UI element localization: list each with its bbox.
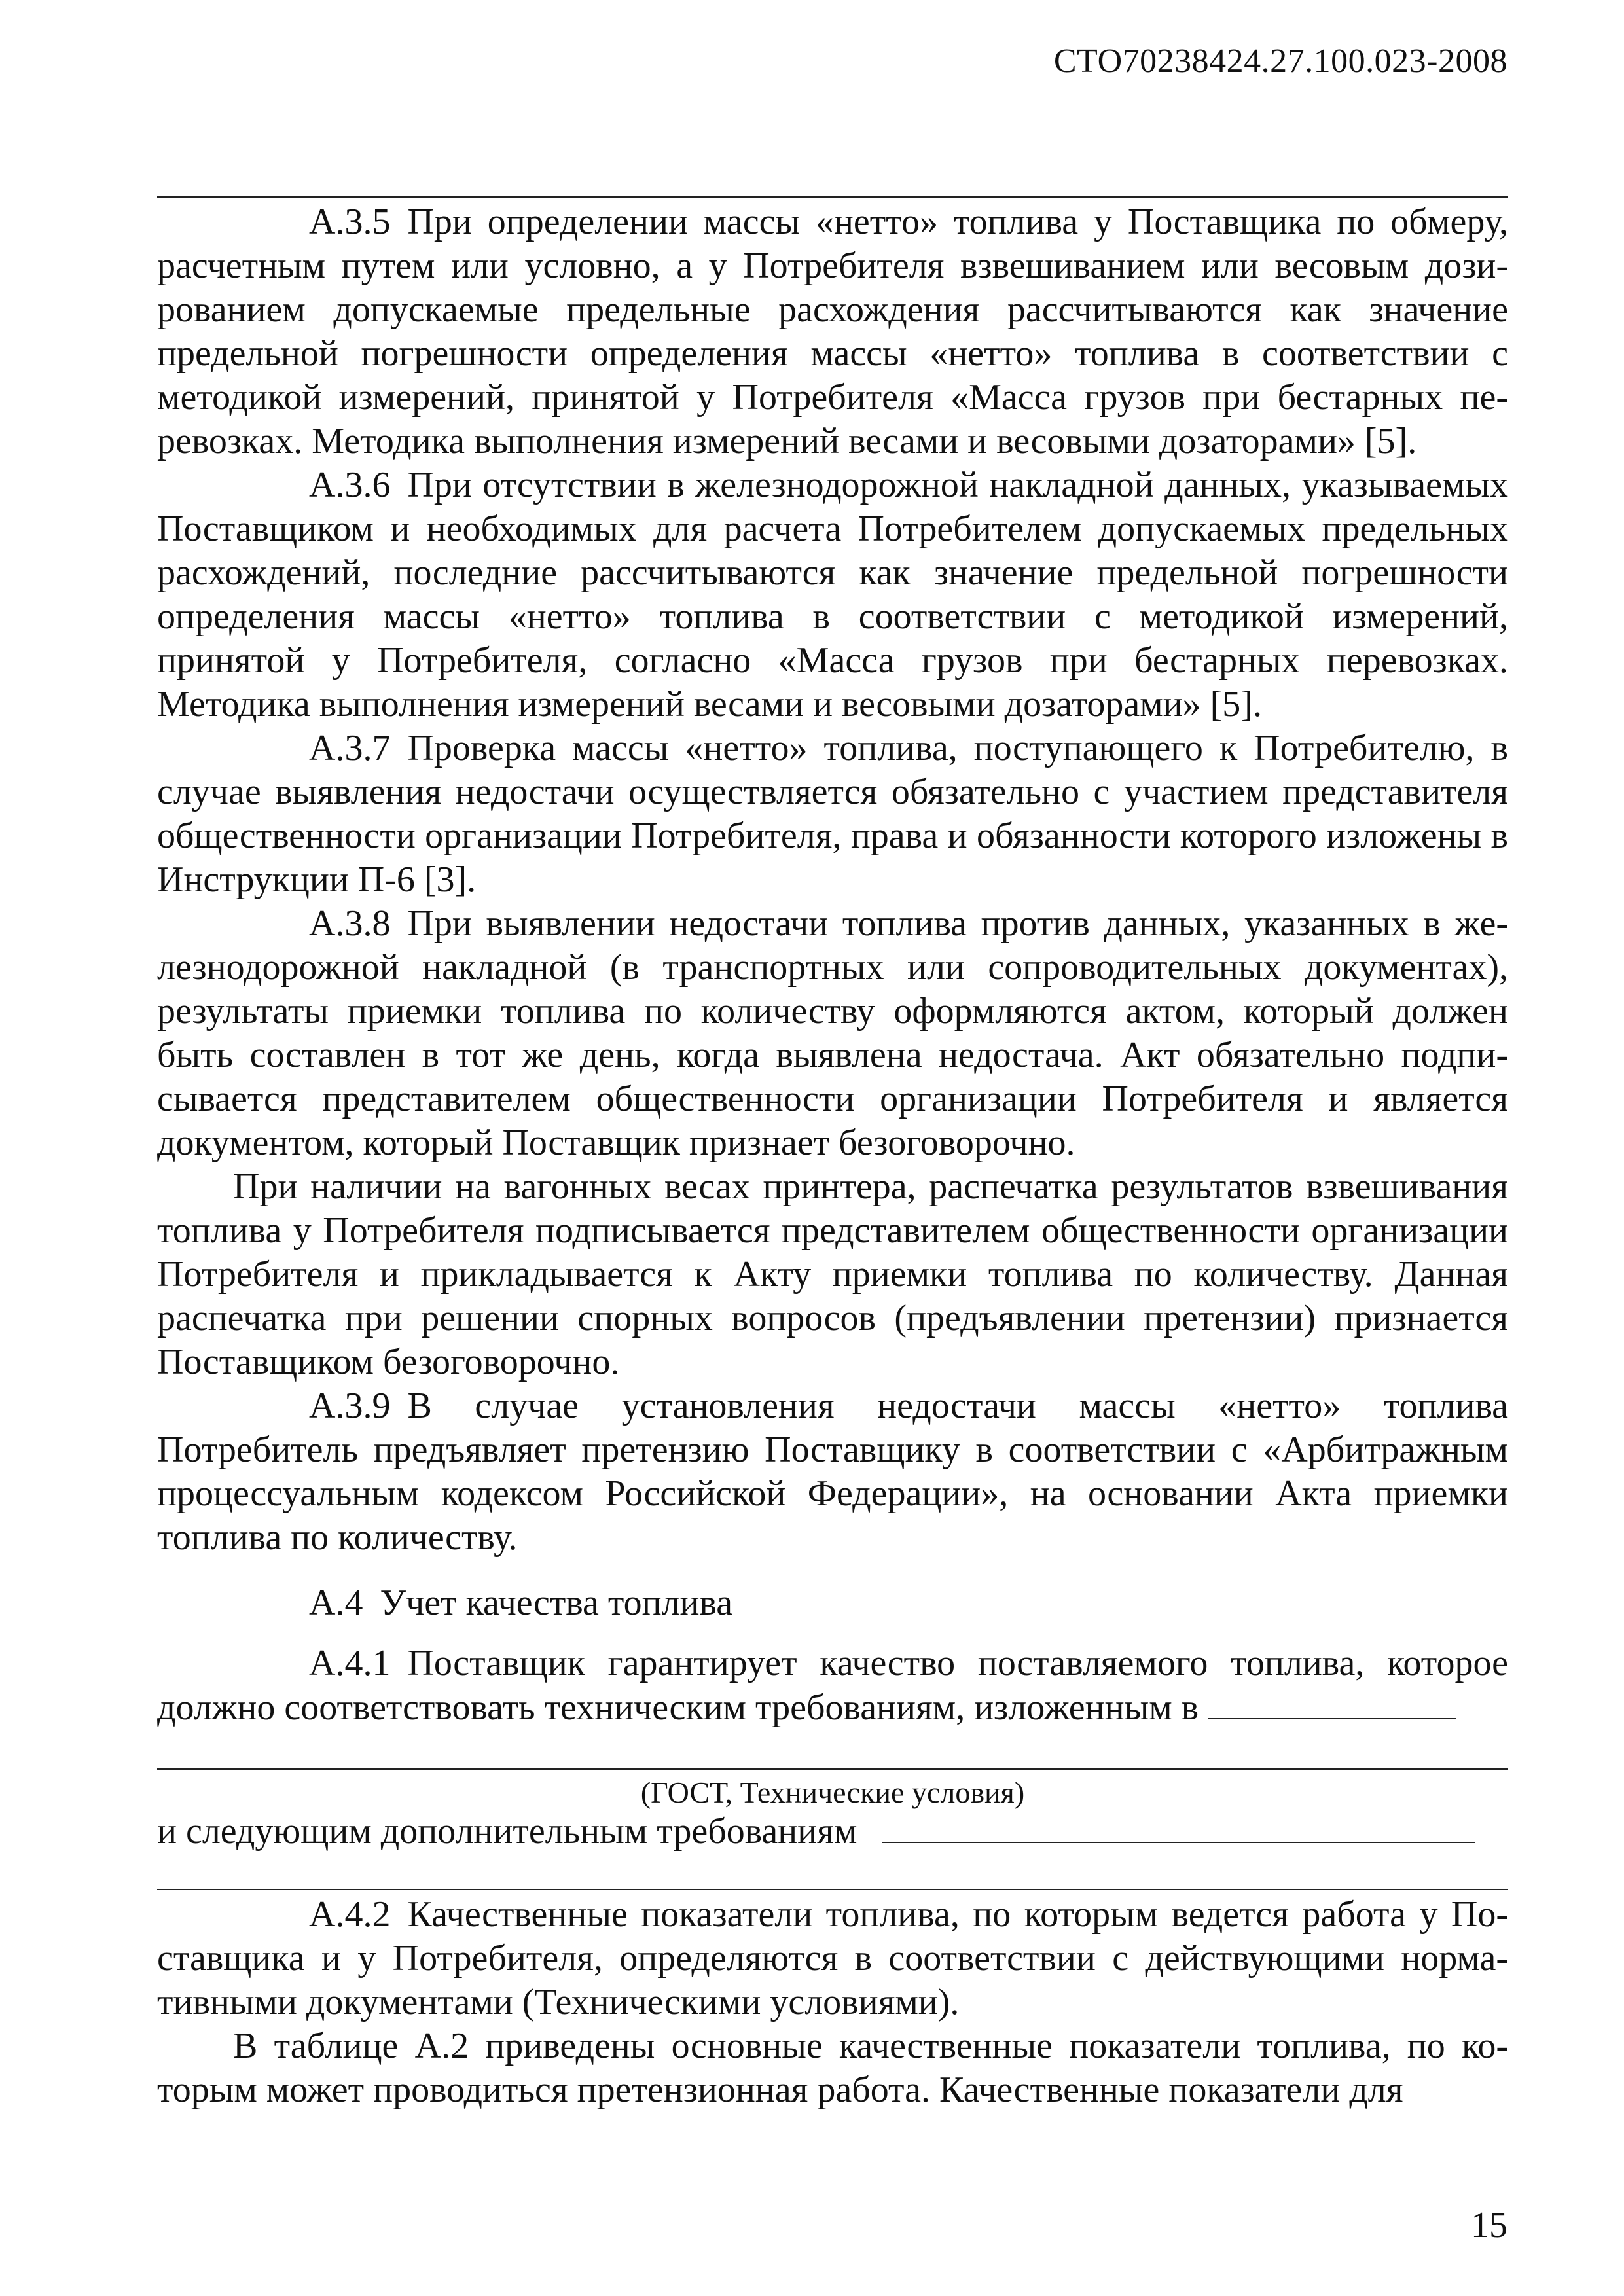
page-number: 15 — [1471, 2205, 1507, 2246]
fill-in-line-requirements[interactable] — [157, 1889, 1508, 1890]
paragraph-a35 — [157, 200, 1508, 463]
paragraph-text: В случае установления недостачи массы «нетто» топлива Потребитель предъявляет претензию Поставщику в соответствии с «Арбитражным процессуальным кодексом Российской Федерации», на основании Акта приемки топлива по количеству. — [157, 1386, 1508, 1558]
paragraph-number: А.3.6 — [309, 465, 391, 505]
paragraph-text: В таблице А.2 приведены основные качественные показатели топлива, по которым может проводиться претензионная работа. Качественные показатели для — [157, 2026, 1508, 2110]
paragraph-a36 — [157, 463, 1508, 726]
additional-requirements-row — [157, 1809, 1508, 1854]
paragraph-a42 — [157, 1893, 1508, 2024]
paragraph-printer-printout — [157, 1165, 1508, 1384]
paragraph-a38 — [157, 902, 1508, 1165]
paragraph-number: А.3.7 — [309, 728, 391, 768]
paragraph-text: При выявлении недостачи топлива против данных, указанных в железнодорожной накладной (в транспортных или сопроводительных документах), результаты приемки топлива по количеству оформляются актом, который должен быть составлен в тот же день, когда выявлена недостача. Акт обязательно подписывается представителем общественности организации Потребителя и является документом, который Поставщик признает безоговорочно. — [157, 903, 1508, 1163]
paragraph-text: При наличии на вагонных весах принтера, распечатка результатов взвешивания топлива у Потребителя подписывается представителем общественности организации Потребителя и прикладывается к Акту приемки топлива по количеству. Данная распечатка при решении спорных вопросов (предъявлении претензии) признается Поставщиком безоговорочно. — [157, 1166, 1508, 1382]
paragraph-text: Качественные показатели топлива, по которым ведется работа у Поставщика и у Потребителя, определяются в соответствии с действующими нормативными документами (Техническими условиями). — [157, 1894, 1508, 2022]
section-a4-heading — [157, 1581, 1508, 1625]
paragraph-a39 — [157, 1384, 1508, 1560]
paragraph-number: А.4.1 — [309, 1643, 391, 1683]
additional-requirements-label: и следующим дополнительным требованиям — [157, 1811, 857, 1852]
paragraph-text: При отсутствии в железнодорожной накладной данных, указываемых Поставщиком и необходимых для расчета Потребителем допускаемых предельных расхождений, последние рассчитываются как значение предельной погрешности определения массы «нетто» топлива в соответствии с методикой измерений, принятой у Потребителя, согласно «Масса грузов при бестарных перевозках. Методика выполнения измерений весами и весовыми дозаторами» [5]. — [157, 465, 1508, 725]
section-a3-text — [157, 200, 1508, 1560]
paragraph-number: А.3.9 — [309, 1386, 391, 1426]
paragraph-number: А.3.8 — [309, 903, 391, 944]
fill-in-blank-requirements[interactable] — [882, 1809, 1475, 1843]
paragraph-a37 — [157, 726, 1508, 902]
gost-caption: (ГОСТ, Технические условия) — [640, 1776, 1025, 1809]
header-rule — [157, 196, 1508, 198]
paragraph-text: Проверка массы «нетто» топлива, поступающего к Потребителю, в случае выявления недостачи осуществляется обязательно с участием представителя общественности организации Потребителя, права и обязанности которого изложены в Инструкции П-6 [3]. — [157, 728, 1508, 900]
fill-in-blank-standard[interactable] — [1208, 1685, 1456, 1719]
section-a42-text — [157, 1893, 1508, 2112]
paragraph-a41-block — [157, 1641, 1508, 1730]
section-heading — [157, 1581, 1508, 1625]
paragraph-text: Поставщик гарантирует качество поставляемого топлива, которое должно соответствовать техническим требованиям, изложенным в — [157, 1643, 1508, 1728]
section-number: А.4 — [309, 1583, 363, 1623]
paragraph-a41 — [157, 1641, 1508, 1730]
paragraph-number: А.3.5 — [309, 202, 391, 242]
section-title: Учет качества топлива — [380, 1583, 733, 1623]
fill-in-line-standard[interactable] — [157, 1768, 1508, 1770]
paragraph-text: При определении массы «нетто» топлива у Поставщика по обмеру, расчетным путем или условно, а у Потребителя взвешиванием или весовым дозированием допускаемые предельные расхождения рассчитываются как значение предельной погрешности определения массы «нетто» топлива в соответствии с методикой измерений, принятой у Потребителя «Масса грузов при бестарных перевозках. Методика выполнения измерений весами и весовыми дозаторами» [5]. — [157, 202, 1508, 461]
paragraph-number: А.4.2 — [309, 1894, 391, 1935]
document-code: СТО70238424.27.100.023-2008 — [1053, 43, 1507, 80]
paragraph-table-a2 — [157, 2024, 1508, 2112]
